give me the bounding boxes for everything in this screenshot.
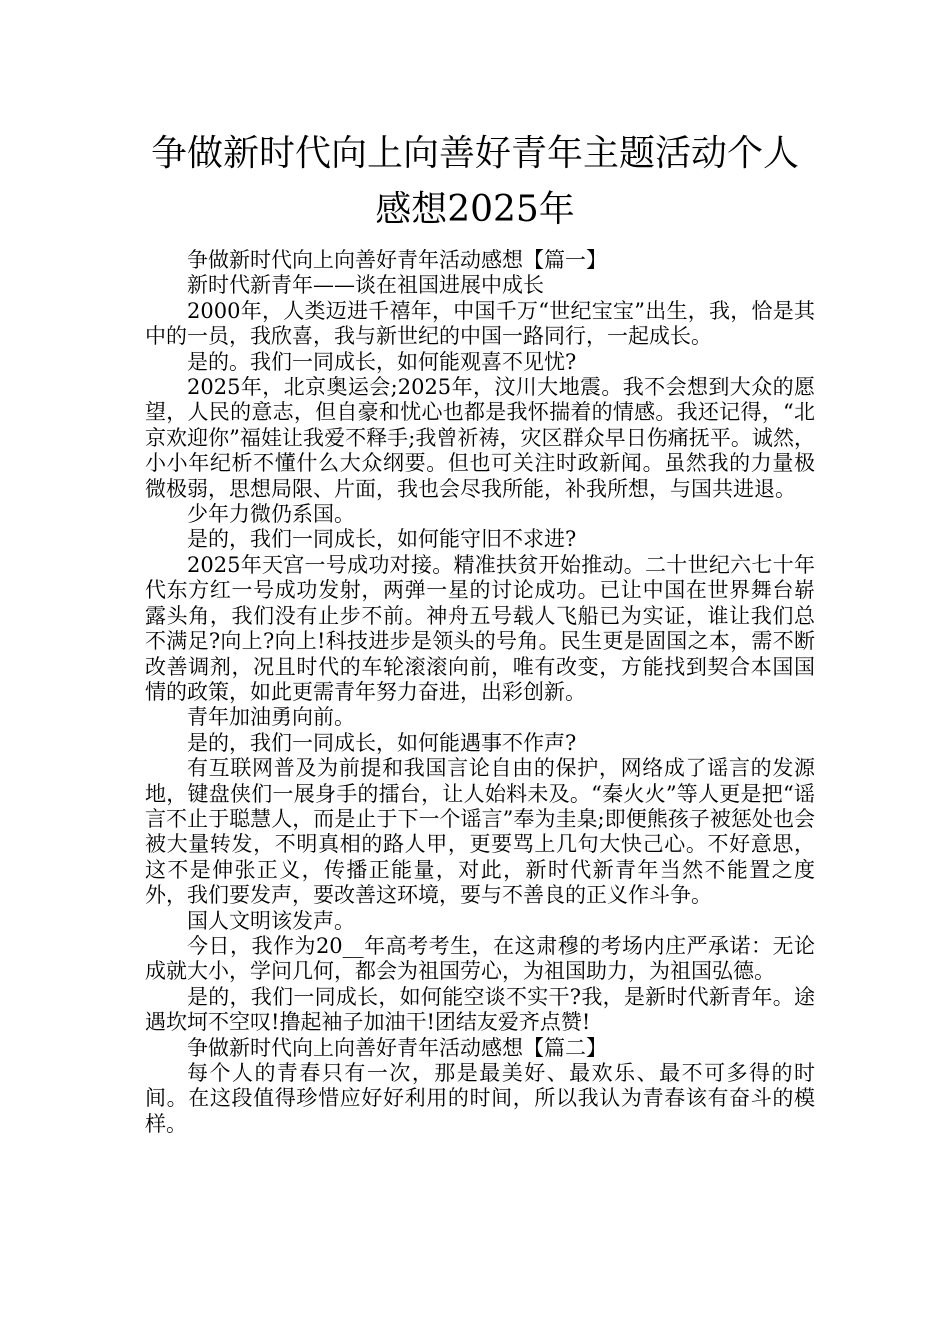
paragraph: 青年加油勇向前。 [187,705,355,730]
subtitle: 新时代新青年——谈在祖国进展中成长 [187,273,544,298]
paragraph: 2025年天宫一号成功对接。精准扶贫开始推动。二十世纪六七十年代东方红一号成功发射，两弹一星的讨论成功。已让中国在世界舞台崭露头角，我们没有止步不前。神舟五号载人飞船已为实证，谁让我们总不满足?向上?向上!科技进步是领头的号角。民生更是固国之本，需不断改善调剂，况且时代的车轮滚滚向前，唯有改变，方能找到契合本国国情的政策，如此更需青年努力奋进，出彩创新。 [145,552,815,704]
paragraph: 2025年，北京奥运会;2025年，汶川大地震。我不会想到大众的愿望，人民的意志，但自豪和忧心也都是我怀揣着的情感。我还记得，“北京欢迎你”福娃让我爱不释手;我曾祈祷，灾区群众早日伤痛抚平。诚然，小小年纪析不懂什么大众纲要。但也可关注时政新闻。虽然我的力量极微极弱，思想局限、片面，我也会尽我所能，补我所想，与国共进退。 [145,375,815,501]
paragraph: 国人文明该发声。 [187,908,355,933]
document-title [100,126,850,238]
paragraph: 是的，我们一同成长，如何能空谈不实干?我，是新时代新青年。途遇坎坷不空叹!撸起袖子加油干!团结友爱齐点赞! [145,984,815,1035]
paragraph: 2000年，人类迈进千禧年，中国千万“世纪宝宝”出生，我，恰是其中的一员，我欣喜，我与新世纪的中国一路同行，一起成长。 [145,298,815,349]
section-heading-2: 争做新时代向上向善好青年活动感想【篇二】 [187,1035,607,1060]
document-body [145,248,815,1137]
document-title-line-1: 争做新时代向上向善好青年主题活动个人 [150,133,799,174]
paragraph: 少年力微仍系国。 [187,502,355,527]
paragraph: 是的，我们一同成长，如何能守旧不求进? [187,527,577,552]
paragraph: 今日，我作为20__年高考考生，在这肃穆的考场内庄严承诺：无论成就大小，学问几何，都会为祖国劳心，为祖国助力，为祖国弘德。 [145,933,815,984]
paragraph: 每个人的青春只有一次，那是最美好、最欢乐、最不可多得的时间。在这段值得珍惜应好好利用的时间，所以我认为青春该有奋斗的模样。 [145,1061,815,1136]
paragraph: 是的。我们一同成长，如何能观喜不见忧? [187,349,577,374]
paragraph: 是的，我们一同成长，如何能遇事不作声? [187,730,577,755]
paragraph: 有互联网普及为前提和我国言论自由的保护，网络成了谣言的发源地，键盘侠们一展身手的擂台，让人始料未及。“秦火火”等人更是把“谣言不止于聪慧人，而是止于下一个谣言”奉为圭臬;即便熊孩子被惩处也会被大量转发，不明真相的路人甲，更要骂上几句大快己心。不好意思，这不是伸张正义，传播正能量，对此，新时代新青年当然不能置之度外，我们要发声，要改善这环境，要与不善良的正义作斗争。 [145,756,815,908]
document-title-line-2: 感想2025年 [375,189,575,230]
section-heading-1: 争做新时代向上向善好青年活动感想【篇一】 [187,248,607,272]
